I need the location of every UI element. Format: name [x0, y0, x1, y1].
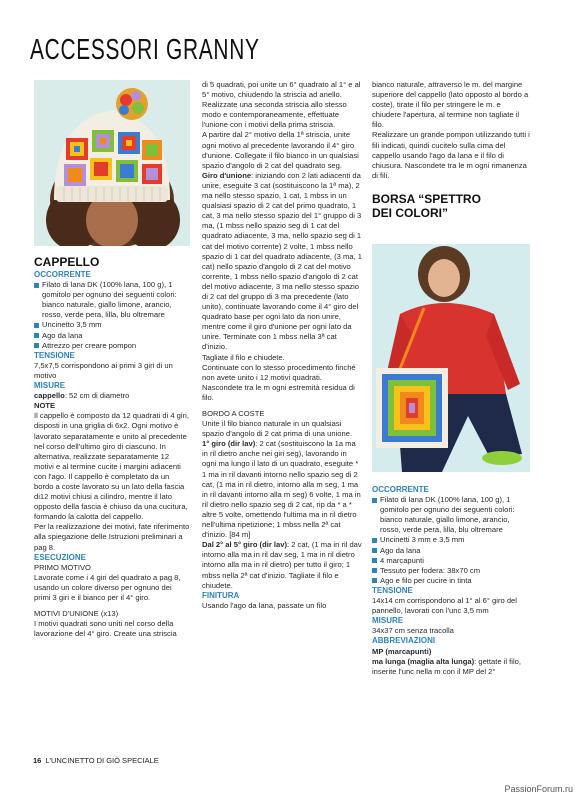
watermark: PassionForum.ru [504, 784, 573, 794]
hat-title: CAPPELLO [34, 255, 100, 269]
bag-tensione-heading: TENSIONE [372, 585, 413, 595]
hat-misure-text: cappello: 52 cm di diametro [34, 391, 130, 401]
hat-tensione-heading: TENSIONE [34, 350, 75, 360]
bordo-heading: BORDO A COSTE [202, 409, 265, 418]
hat-esecuzione-heading: ESECUZIONE [34, 552, 87, 562]
hat-motivi-unione-heading: MOTIVI D'UNIONE (x13) [34, 609, 119, 619]
instr-paragraph: Tagliate il filo e chiudete. [202, 352, 285, 362]
magazine-name: L'UNCINETTO DI GIÒ SPECIALE [45, 756, 159, 765]
bag-misure-heading: MISURE [372, 616, 404, 626]
bag-photo [372, 244, 530, 472]
bag-material-item: 4 marcapunti [372, 556, 530, 566]
bag-material-item: Ago da lana [372, 546, 530, 556]
page-header: ACCESSORI GRANNY [30, 34, 260, 66]
hat-material-item: Uncinetto 3,5 mm [34, 320, 190, 330]
bag-abbr-2: ma lunga (maglia alta lunga): gettate il filo, inserite l'unc nella m con il MP del 2° [372, 656, 521, 676]
hat-note-text: Il cappello è composto da 12 quadrati di 4 giri, disposti in una griglia di 6x2. Ogni motivo è lavorato separatamente e unito al precedente nel corso dell'ultimo giro di ciascuno. In alternativa, realizzate separatamente 12 motivi e al termine cucite i margini adiacenti con l'ago. Il cappello è completato da un bordo a coste lavorato su un lato della fascia di12 motivi chiusi a cilindro, mentre il lato opposto della fascia è chiuso da una cucitura, formando la calotta del cappello. [34, 411, 189, 522]
hat-misure-heading: MISURE [34, 381, 66, 391]
hat-motivi-unione-text: I motivi quadrati sono uniti nel corso della lavorazione del 4° giro. Create una striscia [34, 619, 177, 639]
bag-occorrente-heading: OCCORRENTE [372, 485, 429, 494]
hat-material-item: Filato di lana DK (100% lana, 100 g), 1 gomitolo per ognuno dei seguenti colori: bianco naturale, giallo limone, arancio, rosso, verde pera, lilla, blu oltremare [34, 280, 190, 320]
bag-abbr-1: MP (marcapunti) [372, 646, 432, 656]
bag-misure-text: 34x37 cm senza tracolla [372, 626, 454, 636]
instr-paragraph: A partire dal 2° motivo della 1ª striscia, unite ogni motivo al precedente lavorando il 4° giro d'unione. Collegate il filo bianco in un qualsiasi spazio d'angolo di 2 cat del quadrato seg. [202, 130, 359, 170]
finitura-continued: bianco naturale, attraverso le m. del margine superiore del cappello (lato opposto al bordo a coste), tirate il filo per stringere le m. e chiudere l'apertura, al termine non tagliate il filo. [372, 80, 529, 130]
hat-photo [34, 80, 190, 246]
hat-occorrente-heading: OCCORRENTE [34, 270, 91, 279]
bordo-giro1: 1° giro (dir lav): 2 cat (sostituiscono la 1a ma in ril dietro anche nei giri seg), lavorando in ogni ma lungo il lato di un quadrato, eseguite * 1 ma in ril davanti intorno nello spazio seg di 2 cat, (1 ma in ril dietro, intorno alla m seg, 1 ma in ril davanti intorno alla m seg) 6 volte, 1 ma in ril dietro nello spazio seg di 2 cat, rip da * a * altre 5 volte, omettendo l'ultima ma in ril dietro nell'ultima ripetizione; 1 mbss nella 2ª cat d'inizio. [84 m] [202, 439, 361, 540]
column-hat [34, 255, 190, 639]
bag-material-item: Filato di lana DK (100% lana, 100 g), 1 gomitolo per ognuno dei seguenti colori: bianco naturale, giallo limone, arancio, rosso, verde pera, lilla, blu oltremare [372, 495, 530, 535]
bag-abbreviazioni-heading: ABBREVIAZIONI [372, 636, 436, 646]
instr-paragraph: di 5 quadrati, poi unite un 6° quadrato al 1° e al 5° motivo, chiudendo la striscia ad anello. Realizzate una seconda striscia allo stesso modo e contemporaneamente, effettuate l'unione con i motivi della prima striscia. [202, 80, 361, 130]
finitura-text: Usando l'ago da lana, passate un filo [202, 600, 327, 610]
bag-material-item: Tessuto per fodera: 38x70 cm [372, 566, 530, 576]
hat-note-heading: NOTE [34, 401, 56, 411]
column-instructions [202, 80, 362, 611]
pompon-text: Realizzare un grande pompon utilizzando tutti i fili indicati, quindi cucitelo sulla cima del cappello usando l'ago da lana e il filo di chiusura. Nascondete tra le m ogni rimanenza di fili. [372, 130, 530, 180]
bordo-giro2: Dal 2° al 5° giro (dir lav): 2 cat, (1 ma in ril dav intorno alla ma in ril dav seg, 1 ma in ril dietro intorno alla ma in ril dietro) per tutto il giro; 1 mbss nella 2ª cat d'inizio. Tagliate il filo e chiudete. [202, 540, 362, 590]
instr-paragraph: Continuate con lo stesso procedimento finché non avete unito i 12 motivi quadrati. Nascondete tra le m ogni estremità residua di filo. [202, 362, 356, 402]
hat-tensione-text: 7,5x7,5 corrispondono ai primi 3 giri di un motivo [34, 360, 173, 380]
bag-material-item: Uncinetti 3 mm e 3,5 mm [372, 535, 530, 545]
hat-material-item: Ago da lana [34, 331, 190, 341]
hat-material-item: Attrezzo per creare pompon [34, 341, 190, 351]
hat-note-text-2: Per la realizzazione dei motivi, fate riferimento alla spiegazione delle Istruzioni preliminari a pag 8. [34, 522, 190, 552]
bordo-text: Unite il filo bianco naturale in un qualsiasi spazio d'angolo di 2 cat prima di una unione. [202, 419, 353, 439]
bag-material-item: Ago e filo per cucire in tinta [372, 576, 530, 586]
finitura-heading: FINITURA [202, 590, 240, 600]
page-number: 16 [33, 756, 42, 765]
bag-tensione-text: 14x14 cm corrispondono al 1° al 6° giro del pannello, lavorati con l'unc 3,5 mm [372, 596, 517, 616]
column-bag [372, 484, 530, 677]
instr-giro-unione: Giro d'unione: iniziando con 2 lati adiacenti da unire, eseguite 3 cat (sostituiscono la 1ª ma), 2 ma nello stesso spazio, 1 cat, 1 mbss in un qualsiasi spazio di 2 cat del primo quadrato, 1 cat, 3 ma nello stesso spazio del 1° gruppo di 3 ma, (1 mbss nello spazio seg di 1 cat del quadrato adiacente, 3 ma, nello spazio seg di 1 cat del motivo corrente) 2 volte, 1 mbss nello spazio di 1 cat del quadrato adiacente, (3 ma, 1 cat) nello spazio d'angolo di 2 cat del motivo corrente, 1 mbss nello spazio d'angolo di 2 cat del motivo adiacente, 3 ma nello stesso spazio di 2 cat del gruppo di 3 ma precedente (lato unito), continuate lavorando come il 4° giro del quadrato base per ogni lato da non unire, mentre come il giro d'unione per ogni lato da unire. Terminate con 1 mbss nella 3ª cat d'inizio. [202, 170, 362, 352]
page-footer [33, 756, 159, 765]
hat-primo-motivo-text: Lavorate come i 4 giri del quadrato a pag 8, usando un colore diverso per ognuno dei primi 3 giri e il bianco per il 4° giro. [34, 572, 181, 602]
column-finishing [372, 80, 530, 220]
bag-title: BORSA “SPETTRO DEI COLORI” [372, 191, 481, 220]
hat-primo-motivo-heading: PRIMO MOTIVO [34, 562, 91, 572]
